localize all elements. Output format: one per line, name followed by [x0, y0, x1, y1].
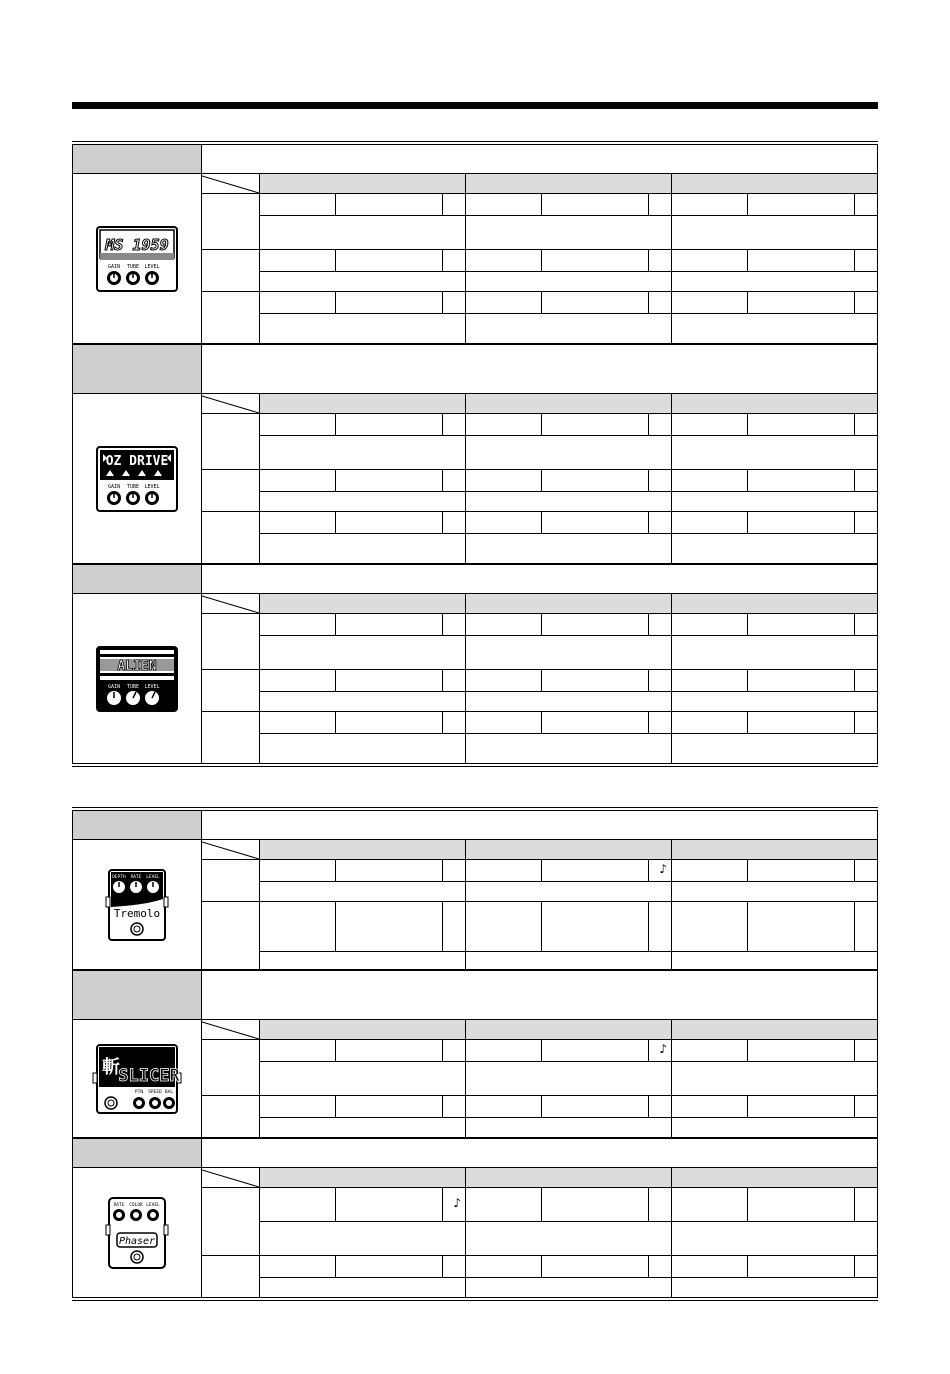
- param-range-cell: [541, 670, 648, 692]
- param-range-cell: [747, 414, 854, 436]
- param-flag-cell: [442, 292, 465, 314]
- param-name-cell: [465, 614, 541, 636]
- pedal-kanji-text: 斬: [102, 1056, 120, 1078]
- param-name-cell: [465, 902, 541, 952]
- param-desc-cell: [259, 1062, 465, 1096]
- grid-corner: [202, 594, 259, 614]
- param-range-cell: [747, 860, 854, 882]
- effect-description-cell: [202, 1138, 878, 1168]
- param-range-cell: [335, 1040, 442, 1062]
- param-range-cell: [541, 860, 648, 882]
- pedal-logo-text: SLICER: [118, 1065, 180, 1086]
- knob-label: TUBE: [126, 263, 140, 270]
- param-name-cell: [259, 712, 335, 734]
- param-range-cell: [335, 1256, 442, 1278]
- param-range-cell: [747, 194, 854, 216]
- param-desc-cell: [671, 492, 877, 512]
- param-desc-cell: [671, 636, 877, 670]
- param-range-cell: [335, 712, 442, 734]
- param-flag-cell: [442, 902, 465, 952]
- param-flag-cell: [442, 194, 465, 216]
- row-label: [202, 670, 259, 712]
- param-flag-cell: [442, 860, 465, 882]
- param-name-cell: [259, 414, 335, 436]
- param-desc-cell: [259, 1278, 465, 1298]
- page-top-rule: [72, 102, 878, 109]
- row-label: [202, 1188, 259, 1256]
- effect-ozdrive: [72, 344, 878, 564]
- param-name-cell: [259, 1040, 335, 1062]
- grid-corner: [202, 1168, 259, 1188]
- param-range-cell: [541, 470, 648, 492]
- param-range-cell: [541, 512, 648, 534]
- param-flag-cell: [442, 670, 465, 692]
- param-desc-cell: [259, 952, 465, 970]
- effect-image-cell: [72, 594, 202, 764]
- pedal-logo-text: ALIEN: [117, 658, 157, 674]
- param-range-cell: [747, 512, 854, 534]
- section-modulation: [72, 807, 878, 1301]
- param-name-cell: [465, 414, 541, 436]
- param-flag-cell: [442, 512, 465, 534]
- param-range-cell: [747, 614, 854, 636]
- effect-image-cell: [72, 174, 202, 344]
- param-range-cell: [747, 712, 854, 734]
- column-header: [259, 174, 465, 194]
- param-range-cell: [541, 250, 648, 272]
- knob-label: RATE: [130, 874, 142, 880]
- param-desc-cell: [465, 1062, 671, 1096]
- param-name-cell: [671, 292, 747, 314]
- param-range-cell: [541, 414, 648, 436]
- param-flag-cell: [442, 712, 465, 734]
- pedal-logo-text: Phaser: [118, 1235, 156, 1247]
- oz-drive-pedal-icon: [96, 446, 178, 512]
- param-range-cell: [335, 194, 442, 216]
- param-range-cell: [747, 1096, 854, 1118]
- param-desc-cell: [465, 534, 671, 564]
- row-label: [202, 250, 259, 292]
- effect-name-cell: [72, 810, 202, 840]
- parameter-grid: [202, 1168, 878, 1298]
- param-name-cell: [259, 250, 335, 272]
- row-label: [202, 860, 259, 902]
- param-range-cell: [747, 1040, 854, 1062]
- pedal-logo-text: Tremolo: [113, 906, 161, 920]
- param-flag-cell: [854, 512, 877, 534]
- param-range-cell: [541, 902, 648, 952]
- param-desc-cell: [671, 314, 877, 344]
- row-label: [202, 1096, 259, 1138]
- param-flag-cell: [442, 250, 465, 272]
- param-desc-cell: [465, 1222, 671, 1256]
- param-flag-cell: [648, 712, 671, 734]
- param-name-cell: [465, 292, 541, 314]
- effect-description-cell: [202, 564, 878, 594]
- param-name-cell: [671, 414, 747, 436]
- param-flag-cell: [854, 1256, 877, 1278]
- param-name-cell: [259, 470, 335, 492]
- grid-corner: [202, 1020, 259, 1040]
- knob-label: DEPTH: [112, 874, 126, 880]
- param-name-cell: [671, 250, 747, 272]
- param-range-cell: [335, 292, 442, 314]
- effect-description-cell: [202, 810, 878, 840]
- param-flag-cell: [854, 470, 877, 492]
- param-range-cell: [541, 194, 648, 216]
- param-desc-cell: [259, 314, 465, 344]
- knob-label: LEVEL: [144, 263, 160, 270]
- param-desc-cell: [671, 1118, 877, 1138]
- param-flag-cell: [442, 1096, 465, 1118]
- knob-label: LEVEL: [146, 874, 160, 880]
- row-label: [202, 414, 259, 470]
- param-desc-cell: [465, 882, 671, 902]
- grid-corner: [202, 174, 259, 194]
- param-name-cell: [259, 1096, 335, 1118]
- param-range-cell: [335, 470, 442, 492]
- param-range-cell: [747, 1188, 854, 1222]
- param-desc-cell: [259, 272, 465, 292]
- effect-phaser: [72, 1138, 878, 1298]
- param-desc-cell: [671, 272, 877, 292]
- param-desc-cell: [465, 692, 671, 712]
- param-range-cell: [335, 512, 442, 534]
- column-header: [465, 594, 671, 614]
- param-name-cell: [671, 512, 747, 534]
- param-range-cell: [541, 292, 648, 314]
- row-label: [202, 1256, 259, 1298]
- parameter-grid: [202, 1020, 878, 1138]
- effect-name-cell: [72, 344, 202, 394]
- row-label: [202, 1040, 259, 1096]
- param-range-cell: [747, 902, 854, 952]
- param-range-cell: [335, 250, 442, 272]
- param-flag-cell: [648, 470, 671, 492]
- param-name-cell: [465, 712, 541, 734]
- tremolo-pedal-icon: [105, 869, 169, 941]
- param-flag-cell: [648, 860, 671, 882]
- param-desc-cell: [671, 436, 877, 470]
- param-flag-cell: [648, 1256, 671, 1278]
- pedal-logo-text: MS 1959: [105, 235, 169, 254]
- effect-description-cell: [202, 144, 878, 174]
- alien-pedal-icon: [96, 646, 178, 712]
- param-flag-cell: [854, 860, 877, 882]
- param-name-cell: [465, 1188, 541, 1222]
- column-header: [671, 840, 877, 860]
- knob-label: BAL: [164, 1089, 174, 1095]
- param-flag-cell: [442, 1040, 465, 1062]
- param-desc-cell: [671, 216, 877, 250]
- param-desc-cell: [671, 952, 877, 970]
- param-name-cell: [259, 194, 335, 216]
- param-name-cell: [671, 712, 747, 734]
- knob-label: COLOR: [129, 1202, 143, 1208]
- knob-label: GAIN: [107, 263, 121, 270]
- param-flag-cell: [648, 414, 671, 436]
- param-name-cell: [671, 194, 747, 216]
- param-flag-cell: [854, 1188, 877, 1222]
- param-name-cell: [259, 1256, 335, 1278]
- param-desc-cell: [465, 314, 671, 344]
- param-name-cell: [465, 194, 541, 216]
- param-name-cell: [671, 470, 747, 492]
- param-name-cell: [259, 1188, 335, 1222]
- column-header: [465, 174, 671, 194]
- param-desc-cell: [465, 1278, 671, 1298]
- effect-slicer: [72, 970, 878, 1138]
- param-flag-cell: [854, 614, 877, 636]
- param-range-cell: [541, 1256, 648, 1278]
- param-desc-cell: [259, 1222, 465, 1256]
- param-flag-cell: [648, 1096, 671, 1118]
- param-range-cell: [541, 614, 648, 636]
- column-header: [671, 594, 877, 614]
- param-range-cell: [541, 712, 648, 734]
- column-header: [465, 840, 671, 860]
- knob-label: GAIN: [107, 483, 121, 490]
- param-desc-cell: [259, 492, 465, 512]
- grid-corner: [202, 394, 259, 414]
- column-header: [671, 1168, 877, 1188]
- effect-image-cell: [72, 840, 202, 970]
- param-name-cell: [671, 1256, 747, 1278]
- effect-image-cell: [72, 1168, 202, 1298]
- param-flag-cell: [648, 1040, 671, 1062]
- param-name-cell: [465, 250, 541, 272]
- knob-label: TUBE: [126, 683, 140, 690]
- param-name-cell: [465, 670, 541, 692]
- param-desc-cell: [259, 436, 465, 470]
- param-range-cell: [747, 292, 854, 314]
- param-flag-cell: [648, 512, 671, 534]
- param-range-cell: [335, 1096, 442, 1118]
- column-header: [259, 594, 465, 614]
- param-flag-cell: [854, 414, 877, 436]
- param-range-cell: [541, 1188, 648, 1222]
- param-name-cell: [671, 1096, 747, 1118]
- ms-1959-pedal-icon: [96, 226, 178, 292]
- param-desc-cell: [465, 272, 671, 292]
- eighth-note-icon: ♪: [453, 1196, 461, 1210]
- column-header: [671, 1020, 877, 1040]
- param-desc-cell: [465, 952, 671, 970]
- param-name-cell: [259, 860, 335, 882]
- effect-image-cell: [72, 1020, 202, 1138]
- param-flag-cell: [854, 712, 877, 734]
- param-name-cell: [465, 1256, 541, 1278]
- param-flag-cell: [854, 292, 877, 314]
- column-header: [671, 394, 877, 414]
- param-flag-cell: [648, 1188, 671, 1222]
- param-desc-cell: [259, 734, 465, 764]
- param-flag-cell: [648, 614, 671, 636]
- param-desc-cell: [465, 1118, 671, 1138]
- row-label: [202, 614, 259, 670]
- row-label: [202, 902, 259, 970]
- param-range-cell: [541, 1040, 648, 1062]
- param-range-cell: [335, 860, 442, 882]
- param-name-cell: [259, 614, 335, 636]
- param-flag-cell: [854, 902, 877, 952]
- column-header: [259, 394, 465, 414]
- param-name-cell: [671, 1040, 747, 1062]
- param-flag-cell: [648, 292, 671, 314]
- param-flag-cell: [648, 194, 671, 216]
- param-desc-cell: [465, 216, 671, 250]
- knob-label: SPEED: [148, 1089, 162, 1095]
- effect-image-cell: [72, 394, 202, 564]
- param-name-cell: [671, 1188, 747, 1222]
- effect-name-cell: [72, 144, 202, 174]
- param-desc-cell: [671, 1222, 877, 1256]
- param-range-cell: [335, 414, 442, 436]
- param-range-cell: [747, 670, 854, 692]
- param-range-cell: [335, 1188, 442, 1222]
- effect-name-cell: [72, 564, 202, 594]
- param-flag-cell: [854, 250, 877, 272]
- column-header: [259, 1168, 465, 1188]
- effect-name-cell: [72, 1138, 202, 1168]
- param-flag-cell: [442, 1188, 465, 1222]
- knob-label: TUBE: [126, 483, 140, 490]
- param-name-cell: [259, 902, 335, 952]
- param-flag-cell: [854, 194, 877, 216]
- knob-label: LEVEL: [144, 683, 160, 690]
- param-desc-cell: [259, 216, 465, 250]
- effect-description-cell: [202, 344, 878, 394]
- effect-tremolo: [72, 810, 878, 970]
- param-desc-cell: [465, 436, 671, 470]
- param-desc-cell: [671, 1278, 877, 1298]
- param-name-cell: [465, 1096, 541, 1118]
- param-range-cell: [541, 1096, 648, 1118]
- param-desc-cell: [259, 882, 465, 902]
- effect-name-cell: [72, 970, 202, 1020]
- param-name-cell: [465, 860, 541, 882]
- param-desc-cell: [465, 734, 671, 764]
- param-range-cell: [335, 902, 442, 952]
- column-header: [671, 174, 877, 194]
- row-label: [202, 194, 259, 250]
- param-flag-cell: [442, 414, 465, 436]
- param-flag-cell: [442, 1256, 465, 1278]
- param-desc-cell: [259, 534, 465, 564]
- param-range-cell: [747, 470, 854, 492]
- grid-corner: [202, 840, 259, 860]
- eighth-note-icon: ♪: [659, 1042, 667, 1056]
- knob-label: GAIN: [107, 683, 121, 690]
- param-flag-cell: [442, 470, 465, 492]
- param-flag-cell: [648, 902, 671, 952]
- param-desc-cell: [671, 882, 877, 902]
- effect-description-cell: [202, 970, 878, 1020]
- param-name-cell: [259, 670, 335, 692]
- param-name-cell: [671, 860, 747, 882]
- parameter-grid: [202, 394, 878, 564]
- param-range-cell: [747, 250, 854, 272]
- param-desc-cell: [465, 636, 671, 670]
- param-flag-cell: [648, 250, 671, 272]
- parameter-grid: [202, 594, 878, 764]
- knob-label: RATE: [113, 1202, 125, 1208]
- knob-label: LEVEL: [144, 483, 160, 490]
- row-label: [202, 292, 259, 344]
- param-desc-cell: [259, 636, 465, 670]
- param-flag-cell: [442, 614, 465, 636]
- param-range-cell: [335, 614, 442, 636]
- column-header: [259, 840, 465, 860]
- param-name-cell: [671, 902, 747, 952]
- param-range-cell: [335, 670, 442, 692]
- knob-label: PTN: [134, 1089, 144, 1095]
- column-header: [465, 1020, 671, 1040]
- slicer-pedal-icon: [89, 1043, 185, 1115]
- param-range-cell: [747, 1256, 854, 1278]
- column-header: [259, 1020, 465, 1040]
- param-desc-cell: [671, 1062, 877, 1096]
- param-flag-cell: [854, 670, 877, 692]
- row-label: [202, 470, 259, 512]
- row-label: [202, 512, 259, 564]
- phaser-pedal-icon: [105, 1197, 169, 1269]
- param-name-cell: [671, 614, 747, 636]
- eighth-note-icon: ♪: [659, 862, 667, 876]
- column-header: [465, 394, 671, 414]
- parameter-grid: [202, 840, 878, 970]
- param-name-cell: [465, 1040, 541, 1062]
- param-name-cell: [465, 470, 541, 492]
- section-distortion: [72, 141, 878, 767]
- effect-ms1959: [72, 144, 878, 344]
- param-desc-cell: [671, 734, 877, 764]
- param-desc-cell: [259, 1118, 465, 1138]
- param-desc-cell: [259, 692, 465, 712]
- param-name-cell: [259, 512, 335, 534]
- param-name-cell: [671, 670, 747, 692]
- effect-alien: [72, 564, 878, 764]
- knob-label: LEVEL: [146, 1202, 160, 1208]
- column-header: [465, 1168, 671, 1188]
- row-label: [202, 712, 259, 764]
- param-name-cell: [259, 292, 335, 314]
- param-desc-cell: [671, 534, 877, 564]
- param-flag-cell: [854, 1040, 877, 1062]
- param-flag-cell: [854, 1096, 877, 1118]
- param-flag-cell: [648, 670, 671, 692]
- param-desc-cell: [465, 492, 671, 512]
- param-desc-cell: [671, 692, 877, 712]
- param-name-cell: [465, 512, 541, 534]
- parameter-grid: [202, 174, 878, 344]
- pedal-logo-text: OZ DRIVE: [105, 453, 169, 469]
